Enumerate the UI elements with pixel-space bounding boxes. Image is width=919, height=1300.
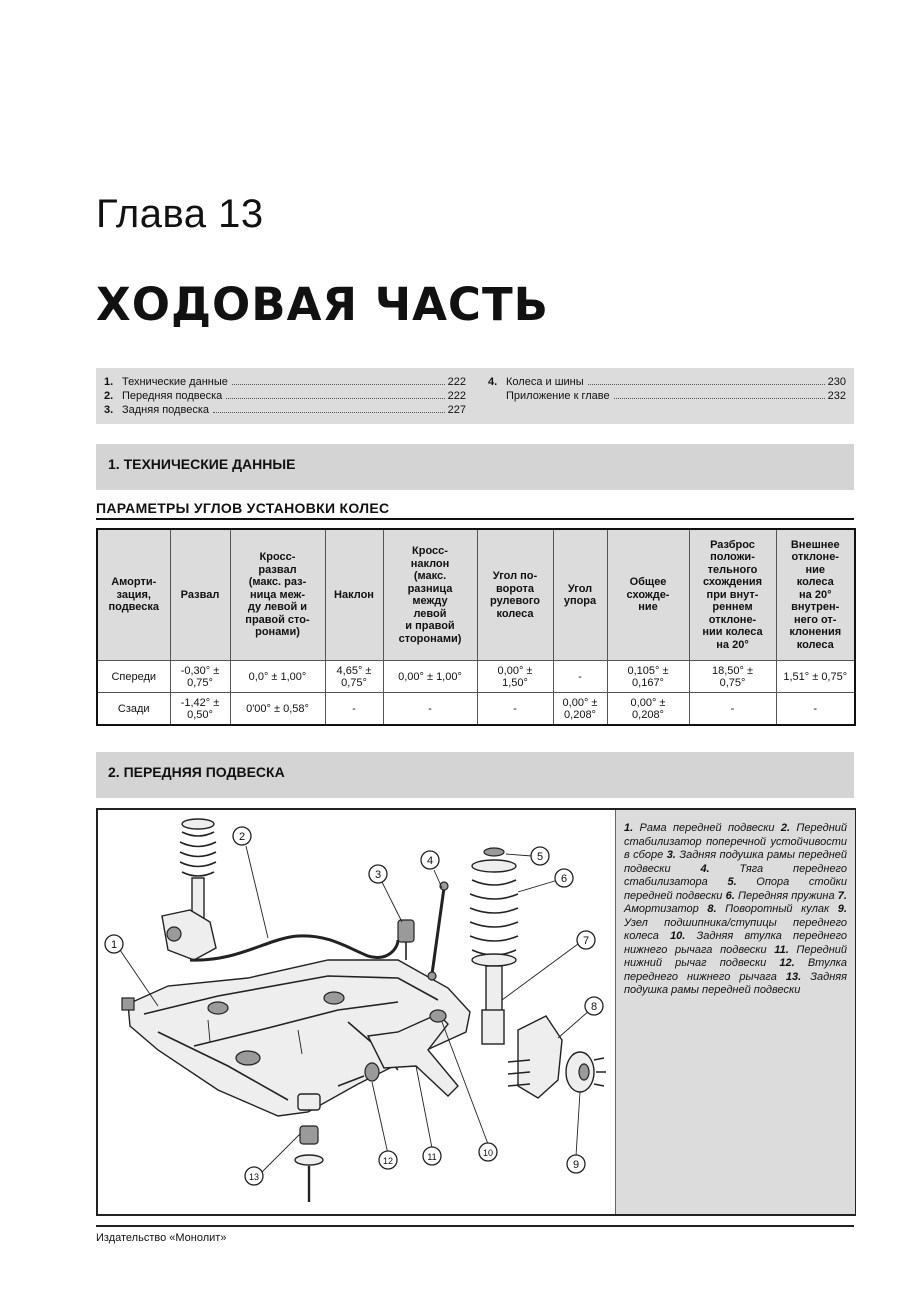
toc-entry-page: 222 [447, 390, 466, 402]
divider [96, 518, 854, 520]
header-text: Угол упора [563, 582, 597, 607]
table-cell: Спереди [97, 661, 170, 693]
callout-label: 6 [560, 873, 568, 885]
header-text: Общее схожде- ние [626, 576, 670, 614]
table-cell: - [383, 693, 477, 726]
table-cell: -1,42° ± 0,50° [170, 693, 230, 726]
callout-label: 3 [374, 869, 382, 881]
table-cell: 4,65° ± 0,75° [325, 661, 383, 693]
toc-column-left [104, 375, 466, 417]
column-header [477, 529, 553, 661]
table-cell: 0,00° ± 0,208° [607, 693, 689, 726]
header-text: Угол по- ворота рулевого колеса [490, 570, 540, 620]
toc-entry-page: 230 [827, 376, 846, 388]
table-of-contents [96, 368, 854, 424]
right-strut-drawing [470, 848, 518, 1044]
toc-entry[interactable] [104, 403, 466, 417]
table-cell: 0,105° ± 0,167° [607, 661, 689, 693]
toc-leader [614, 389, 825, 399]
column-header [689, 529, 776, 661]
column-header [383, 529, 477, 661]
header-text: Развал [180, 588, 220, 601]
callout-label: 11 [427, 1152, 437, 1162]
wheel-alignment-table [96, 528, 856, 726]
rear-mount-drawing [398, 920, 414, 960]
header-text: Наклон [334, 588, 374, 601]
callout-10 [479, 1143, 497, 1161]
callout-12 [379, 1151, 397, 1169]
toc-entry-number: 4. [488, 376, 498, 388]
callout-label: 5 [536, 851, 544, 863]
subsection-title: ПАРАМЕТРЫ УГЛОВ УСТАНОВКИ КОЛЕС [96, 500, 390, 516]
callout-label: 4 [426, 855, 434, 867]
table-cell: 0'00° ± 0,58° [230, 693, 325, 726]
table-cell: 1,51° ± 0,75° [776, 661, 855, 693]
table-row [97, 661, 855, 693]
column-header [97, 529, 170, 661]
front-suspension-diagram [98, 810, 610, 1214]
column-header [607, 529, 689, 661]
left-strut-drawing [162, 819, 216, 960]
table-cell: 0,00° ± 0,208° [553, 693, 607, 726]
callout-label: 10 [482, 1148, 494, 1158]
callout-label: 13 [248, 1172, 260, 1182]
toc-entry-number: 2. [104, 390, 114, 402]
toc-leader [226, 389, 444, 399]
callout-9 [567, 1155, 585, 1173]
toc-entry-page: 222 [447, 376, 466, 388]
table-cell: 0,00° ± 1,50° [477, 661, 553, 693]
bottom-mount-drawing [295, 1094, 323, 1202]
figure-legend [615, 810, 855, 1214]
callout-label: 9 [572, 1159, 580, 1171]
toc-leader [588, 375, 825, 385]
header-text: Кросс- развал (макс. раз- ница меж- ду левой и правой сто- ронами) [245, 551, 310, 639]
callout-13 [245, 1167, 263, 1185]
column-header [325, 529, 383, 661]
legend-text: 1. Рама передней подвески 2. Передний стабилизатор поперечной устойчивости в сборе 3. Задняя подушка рамы передней подвески 4. Тяга переднего стабилизатора 5. Опора стойки передней подвески 6. Передняя пружина 7. Амортизатор 8. Поворотный кулак 9. Узел подшипника/ступицы переднего колеса 10. Задняя втулка переднего нижнего рычага подвески 11. Передний нижний рычаг подвески 12. Втулка переднего нижнего рычага 13. Задняя подушка рамы передней подвески [624, 822, 848, 996]
table-cell: - [477, 693, 553, 726]
knuckle-hub-drawing [508, 1016, 606, 1098]
table-cell: - [689, 693, 776, 726]
toc-entry-page: 227 [447, 404, 466, 416]
callout-3 [369, 865, 387, 883]
toc-entry-number: 3. [104, 404, 114, 416]
header-text: Разброс положи- тельного схождения при внут- реннем отклоне- нии колеса на 20° [702, 538, 763, 651]
callout-11 [423, 1147, 441, 1165]
column-header [170, 529, 230, 661]
toc-entry-title: Технические данные [122, 376, 228, 388]
callout-label: 1 [110, 939, 118, 951]
callout-label: 2 [238, 831, 246, 843]
table-cell: 18,50° ± 0,75° [689, 661, 776, 693]
table-cell: - [325, 693, 383, 726]
table-cell: 0,0° ± 1,00° [230, 661, 325, 693]
stabilizer-bar-drawing [190, 936, 398, 960]
callout-2 [233, 827, 251, 845]
callout-label: 12 [382, 1156, 394, 1166]
toc-entry[interactable] [104, 375, 466, 389]
toc-entry[interactable] [104, 389, 466, 403]
table-cell: - [553, 661, 607, 693]
section-header-technical-data [96, 444, 854, 490]
callout-8 [585, 997, 603, 1015]
table-cell: Сзади [97, 693, 170, 726]
table-row [97, 693, 855, 726]
toc-entry-number [488, 389, 506, 403]
chapter-label: Глава 13 [96, 192, 264, 236]
toc-entry-title: Задняя подвеска [122, 404, 209, 416]
toc-column-right [488, 375, 846, 403]
callout-6 [555, 869, 573, 887]
toc-entry-page: 232 [827, 390, 846, 402]
toc-entry-title: Приложение к главе [506, 390, 610, 402]
column-header [776, 529, 855, 661]
header-text: Аморти- зация, подвеска [108, 576, 160, 614]
toc-entry[interactable] [488, 375, 846, 389]
toc-entry-title: Колеса и шины [506, 376, 584, 388]
table-cell: - [776, 693, 855, 726]
chapter-title: ХОДОВАЯ ЧАСТЬ [96, 278, 549, 331]
toc-leader [232, 375, 445, 385]
stabilizer-link-drawing [428, 882, 448, 980]
callout-label: 8 [590, 1001, 598, 1013]
toc-leader [213, 403, 445, 413]
callout-5 [531, 847, 549, 865]
toc-entry-number: 1. [104, 376, 114, 388]
footer-divider [96, 1225, 854, 1227]
callout-7 [577, 931, 595, 949]
column-header [230, 529, 325, 661]
table-cell: 0,00° ± 1,00° [383, 661, 477, 693]
column-header [553, 529, 607, 661]
section-title: 2. ПЕРЕДНЯЯ ПОДВЕСКА [108, 764, 285, 780]
header-text: Кросс- наклон (макс. разница между левой и правой сторонами) [398, 545, 462, 645]
front-suspension-figure [96, 808, 856, 1216]
callout-4 [421, 851, 439, 869]
publisher-footer: Издательство «Монолит» [96, 1232, 227, 1244]
header-text: Внешнее отклоне- ние колеса на 20° внутрен- него от- клонения колеса [789, 538, 842, 651]
callout-label: 7 [582, 935, 590, 947]
toc-entry-title: Передняя подвеска [122, 390, 223, 402]
section-header-front-suspension [96, 752, 854, 798]
table-header-row [97, 529, 855, 661]
section-title: 1. ТЕХНИЧЕСКИЕ ДАННЫЕ [108, 456, 296, 472]
callout-1 [105, 935, 123, 953]
table-cell: -0,30° ± 0,75° [170, 661, 230, 693]
toc-entry[interactable] [488, 389, 846, 403]
